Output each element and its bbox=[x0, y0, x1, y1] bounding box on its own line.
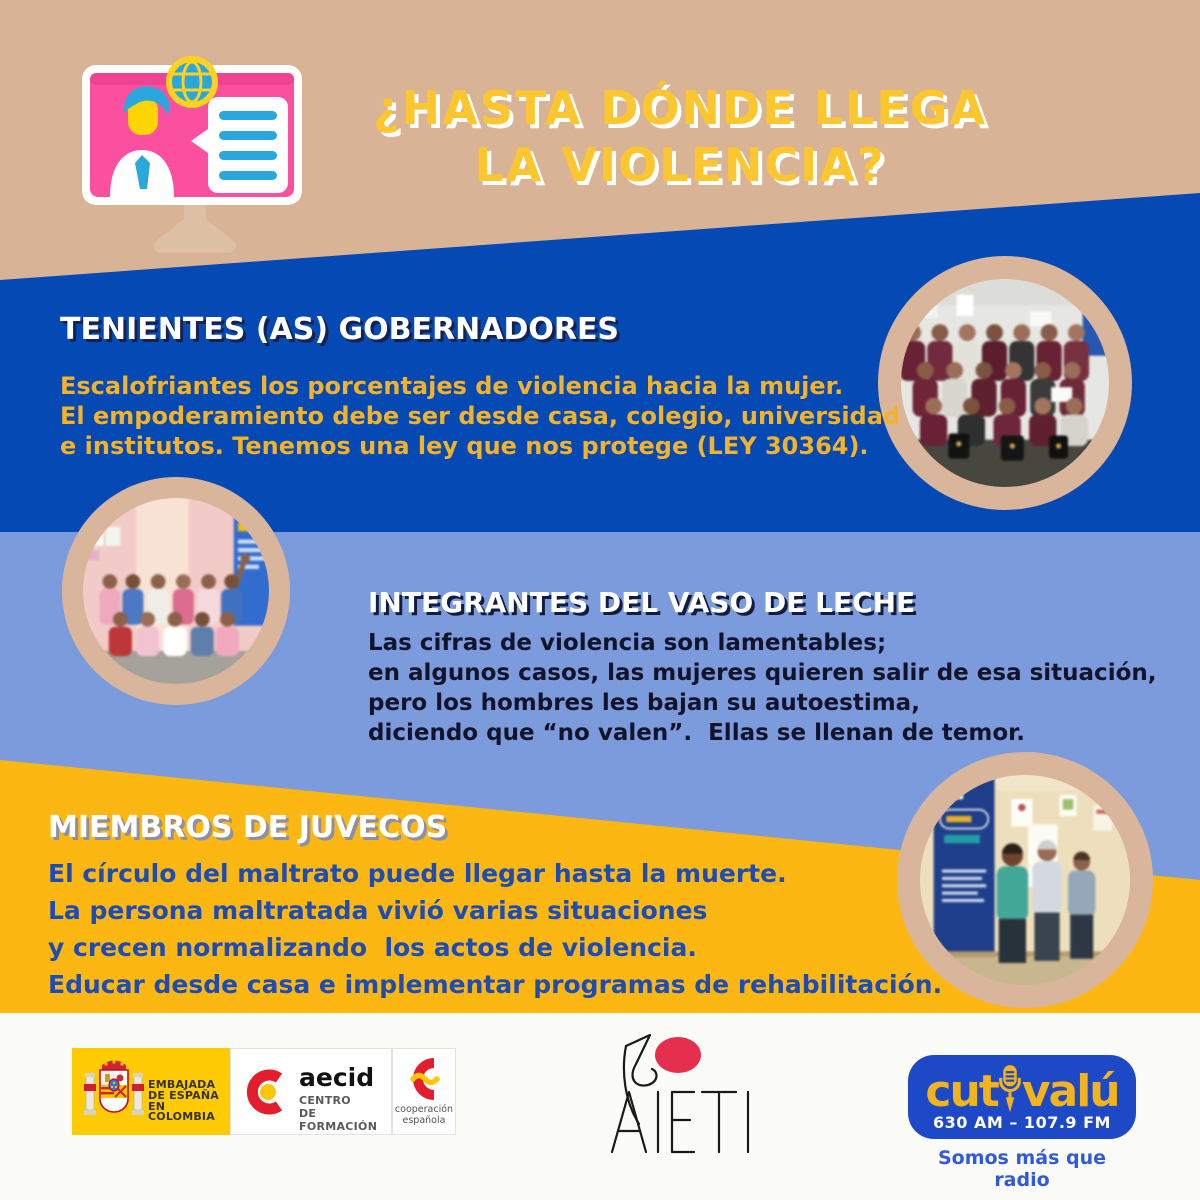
cutivalu-tagline: Somos más que radio bbox=[937, 1147, 1107, 1191]
section-heading-tenientes: TENIENTES (AS) GOBERNADORES bbox=[60, 312, 620, 347]
cutivalu-logo bbox=[908, 1055, 1136, 1191]
section-tenientes bbox=[60, 312, 900, 461]
body-line: El círculo del maltrato puede llegar hasta la muerte. bbox=[48, 859, 787, 888]
body-line: El empoderamiento debe ser desde casa, colegio, universidad bbox=[60, 402, 901, 430]
cutivalu-prefix: cut bbox=[925, 1066, 998, 1117]
cutivalu-wordmark bbox=[908, 1063, 1136, 1117]
embassy-line: EN COLOMBIA bbox=[148, 1099, 215, 1124]
body-line: en algunos casos, las mujeres quieren salir de esa situación, bbox=[368, 660, 1157, 686]
monitor-stand bbox=[154, 197, 236, 253]
aecid-logo bbox=[230, 1048, 392, 1135]
microphone-icon bbox=[999, 1063, 1021, 1113]
photo-tenientes-group bbox=[878, 256, 1132, 510]
section-heading-juvecos: MIEMBROS DE JUVECOS bbox=[48, 810, 448, 845]
embajada-espana-logo bbox=[72, 1048, 230, 1135]
embassy-line: DE ESPAÑA bbox=[148, 1088, 219, 1102]
body-line: La persona maltratada vivió varias situaciones bbox=[48, 896, 708, 925]
title-line-2: LA VIOLENCIA? bbox=[474, 138, 886, 192]
embassy-line: EMBAJADA bbox=[148, 1078, 216, 1091]
aieti-logo bbox=[598, 1030, 760, 1162]
aieti-red-head bbox=[655, 1037, 701, 1073]
aecid-subtitle: DE FORMACIÓN bbox=[299, 1107, 378, 1133]
cooperacion-c-icon bbox=[403, 1055, 445, 1101]
body-line: Escalofriantes los porcentajes de violencia hacia la mujer. bbox=[60, 372, 844, 400]
body-line: Las cifras de violencia son lamentables; bbox=[368, 630, 887, 656]
aecid-subtitle: CENTRO bbox=[299, 1094, 351, 1107]
cooperacion-espanola-logo bbox=[392, 1048, 456, 1135]
section-juvecos bbox=[48, 810, 942, 1003]
spain-coat-of-arms-icon bbox=[84, 1058, 144, 1124]
body-line: Educar desde casa e implementar programas de rehabilitación. bbox=[48, 970, 943, 999]
body-line: pero los hombres les bajan su autoestima, bbox=[368, 690, 920, 716]
poster-title bbox=[320, 80, 1040, 194]
section-heading-vaso: INTEGRANTES DEL VASO DE LECHE bbox=[368, 586, 916, 619]
photo-vaso-de-leche-group bbox=[62, 477, 290, 705]
aecid-c-icon bbox=[245, 1069, 291, 1115]
aecid-wordmark: aecid bbox=[299, 1063, 375, 1092]
presenter-monitor-icon bbox=[80, 55, 310, 260]
section-vaso-de-leche bbox=[368, 586, 1157, 748]
title-line-1: ¿HASTA DÓNDE LLEGA bbox=[372, 81, 988, 135]
cutivalu-suffix: valú bbox=[1021, 1066, 1119, 1117]
body-line: diciendo que “no valen”. Ellas se llenan de temor. bbox=[368, 720, 1025, 746]
body-line: y crecen normalizando los actos de violencia. bbox=[48, 933, 697, 962]
body-line: e institutos. Tenemos una ley que nos protege (LEY 30364). bbox=[60, 432, 869, 460]
cooperacion-line: española bbox=[402, 1114, 446, 1126]
cutivalu-badge bbox=[908, 1055, 1136, 1139]
cutivalu-frequency: 630 AM – 107.9 FM bbox=[933, 1113, 1111, 1132]
globe-icon bbox=[166, 56, 218, 108]
cooperacion-line: cooperación bbox=[394, 1104, 454, 1115]
